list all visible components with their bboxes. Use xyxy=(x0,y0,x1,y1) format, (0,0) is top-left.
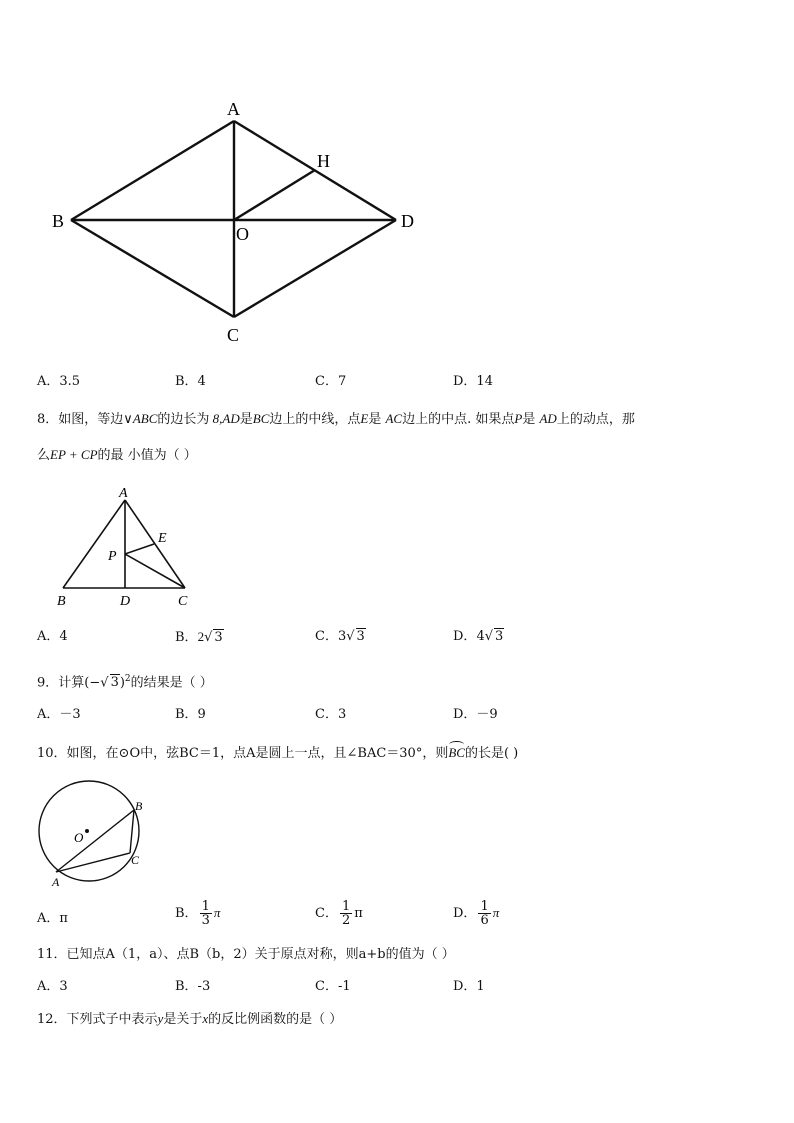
q9-option-c: C．3 xyxy=(315,707,347,722)
label-A: A xyxy=(227,99,240,119)
q11-option-b: B．-3 xyxy=(175,979,211,994)
q9-option-b: B．9 xyxy=(175,707,206,722)
segment-pc xyxy=(125,554,185,588)
q7-option-d: D．14 xyxy=(453,374,493,389)
q7-option-c: C．7 xyxy=(315,374,347,389)
rhombus-figure xyxy=(40,95,440,350)
label-D: D xyxy=(401,211,414,231)
q10-stem: 10．如图，在⊙O中，弦BC＝1，点A是圆上一点，且∠BAC＝30°，则BC的长是( ) xyxy=(37,745,519,761)
q9-option-a: A．－3 xyxy=(37,707,81,722)
q7-option-a: A．3.5 xyxy=(37,374,81,389)
triangle-figure xyxy=(50,482,210,612)
side-cd xyxy=(234,220,396,317)
side-ca xyxy=(125,500,185,588)
label-O: O xyxy=(74,830,84,845)
q8-option-a: A．4 xyxy=(37,629,68,644)
label-D: D xyxy=(120,594,131,609)
label-C: C xyxy=(178,594,188,609)
side-ab xyxy=(63,500,125,588)
q8-stem-line2: 么EP + CP的最 小值为（ ） xyxy=(37,447,197,463)
label-C: C xyxy=(227,325,240,345)
center-point xyxy=(85,829,89,833)
q12-stem: 12．下列式子中表示y是关于x的反比例函数的是（ ） xyxy=(37,1011,343,1027)
circle-figure xyxy=(34,776,154,891)
label-A: A xyxy=(119,486,128,501)
arc-bc-label: BC xyxy=(448,745,465,760)
side-ab xyxy=(71,121,234,220)
q11-option-c: C．-1 xyxy=(315,979,351,994)
side-bc xyxy=(71,220,234,317)
label-H: H xyxy=(317,151,330,171)
label-B: B xyxy=(57,594,66,609)
segment-oh xyxy=(234,170,315,220)
q10-option-a: A．π xyxy=(37,911,68,926)
q7-option-b: B．4 xyxy=(175,374,206,389)
q11-option-a: A．3 xyxy=(37,979,68,994)
q9-option-d: D．－9 xyxy=(453,707,498,722)
label-A: A xyxy=(52,875,60,889)
q8-option-c: C．3√ 3 xyxy=(315,629,365,644)
q11-option-d: D．1 xyxy=(453,979,485,994)
q10-option-b: B． $\frac{1}{3}$ π xyxy=(175,899,221,928)
label-E: E xyxy=(158,531,167,546)
q8-option-b: B．2√ 3 xyxy=(175,629,223,645)
label-B: B xyxy=(52,211,65,231)
chord-bc xyxy=(130,810,134,853)
segment-pe xyxy=(125,544,154,554)
q10-option-d: D． $\frac{1}{6}$ π xyxy=(453,899,500,928)
q8-option-d: D．4√ 3 xyxy=(453,629,504,644)
q8-stem-line1: 8．如图，等边∨ABC的边长为 8,AD是BC边上的中线，点E是 AC边上的中点. 如果点P是 AD上的动点，那 xyxy=(37,411,635,427)
label-P: P xyxy=(108,549,117,564)
q11-stem: 11．已知点A（1，a）、点B（b，2）关于原点对称，则a+b的值为（ ） xyxy=(37,947,455,962)
label-C: C xyxy=(131,853,140,867)
label-B: B xyxy=(135,799,143,813)
q9-stem: 9．计算(−√ 3)$^2$的结果是（ ） xyxy=(37,674,213,691)
q10-option-c: C． $\frac{1}{2}$ π xyxy=(315,899,363,928)
label-O: O xyxy=(236,224,249,244)
